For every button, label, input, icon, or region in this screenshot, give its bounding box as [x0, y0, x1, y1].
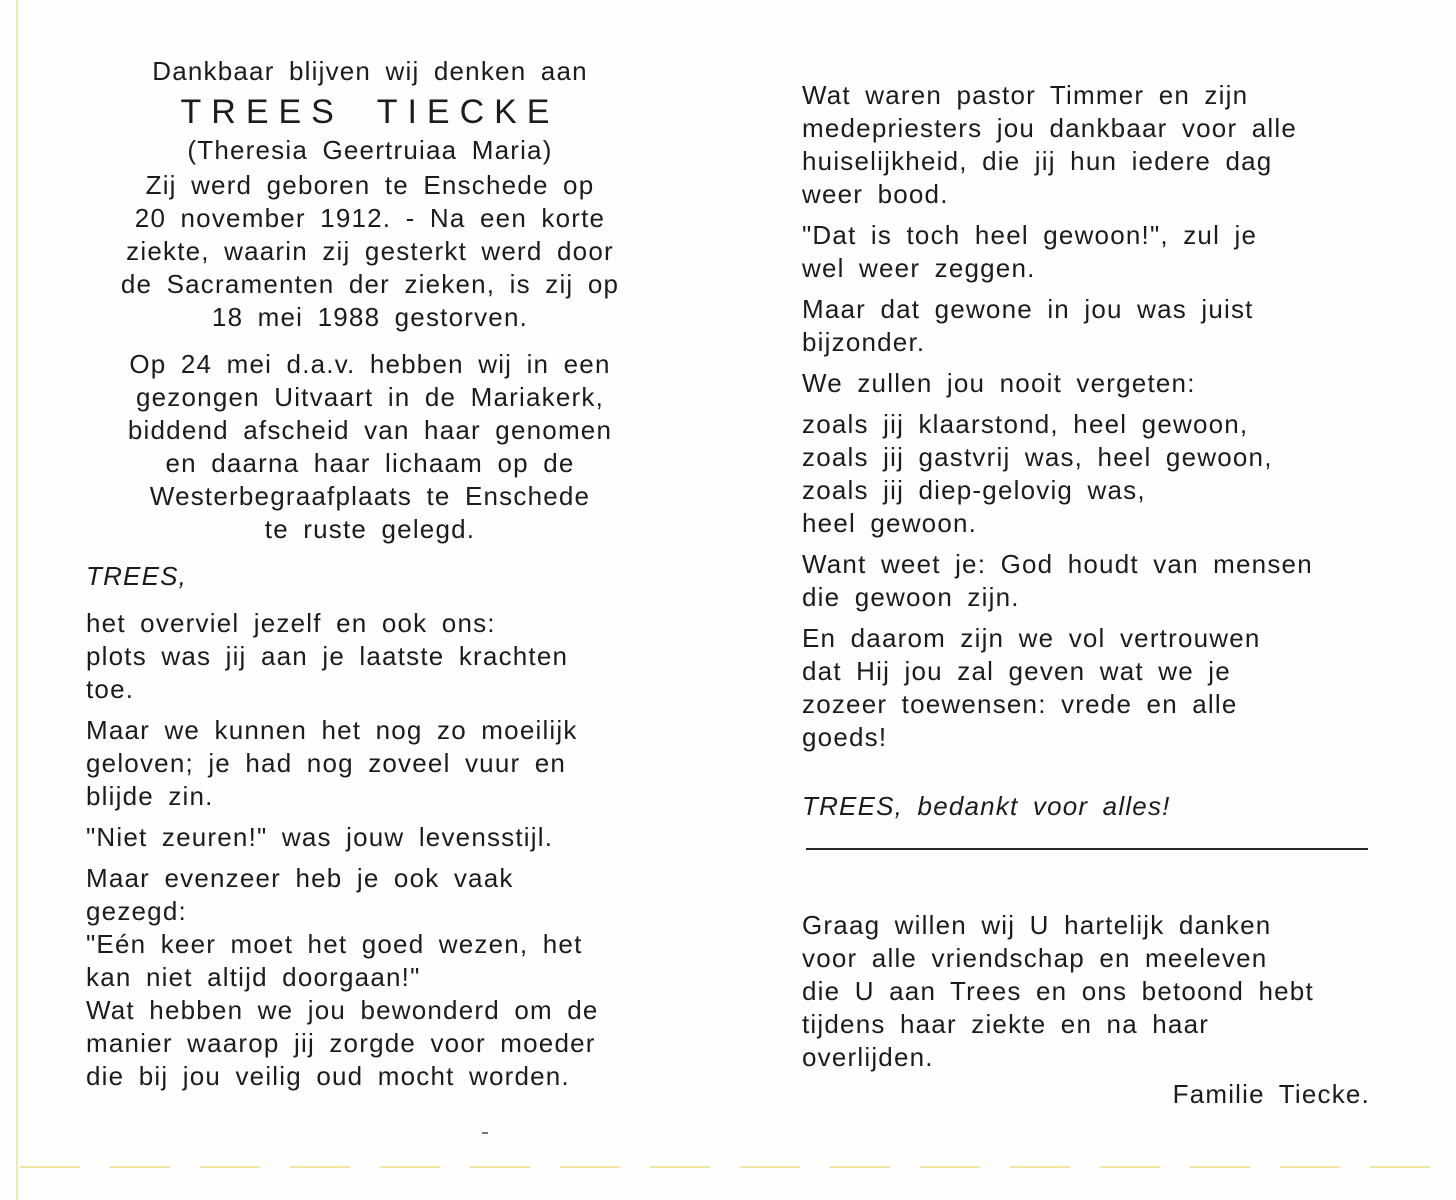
- paragraph-vertrouwen: [802, 622, 1370, 754]
- text-line: heel gewoon.: [802, 508, 978, 538]
- paragraph-overviel: [86, 607, 654, 706]
- text-line: toe.: [86, 674, 135, 704]
- bio-line: 20 november 1912. - Na een korte: [134, 203, 606, 233]
- text-line: Maar evenzeer heb je ook vaak: [86, 863, 514, 893]
- text-line: zoals jij gastvrij was, heel gewoon,: [802, 442, 1273, 472]
- text-line: We zullen jou nooit vergeten:: [802, 368, 1196, 398]
- thanks-paragraph: [802, 909, 1370, 1074]
- text-line: dat Hij jou zal geven wat we je: [802, 656, 1231, 686]
- paragraph-levensstijl: [86, 821, 654, 854]
- text-line: Wat hebben we jou bewonderd om de: [86, 995, 599, 1025]
- right-column: [802, 79, 1370, 1111]
- bio-paragraph: [86, 169, 654, 334]
- text-line: blijde zin.: [86, 781, 214, 811]
- bio-line: 18 mei 1988 gestorven.: [211, 302, 529, 332]
- print-speck: [482, 1132, 488, 1134]
- text-line: medepriesters jou dankbaar voor alle: [802, 113, 1297, 143]
- text-line: geloven; je had nog zoveel vuur en: [86, 748, 567, 778]
- text-line: zoals jij klaarstond, heel gewoon,: [802, 409, 1249, 439]
- paragraph-pastor: [802, 79, 1370, 211]
- divider-line: [806, 848, 1368, 850]
- text-line: zoals jij diep-gelovig was,: [802, 475, 1146, 505]
- bio-line: Zij werd geboren te Enschede op: [145, 170, 595, 200]
- funeral-paragraph: [86, 348, 654, 546]
- text-line: Wat waren pastor Timmer en zijn: [802, 80, 1249, 110]
- bio-line: ziekte, waarin zij gesterkt werd door: [126, 236, 614, 266]
- text-line: weer bood.: [802, 179, 949, 209]
- text-line: Want weet je: God houdt van mensen: [802, 549, 1313, 579]
- text-line: die bij jou veilig oud mocht worden.: [86, 1061, 570, 1091]
- text-line: "Niet zeuren!" was jouw levensstijl.: [86, 822, 554, 852]
- paragraph-gewoon: [802, 219, 1370, 285]
- funeral-line: gezongen Uitvaart in de Mariakerk,: [135, 382, 604, 412]
- address-trees: TREES,: [86, 561, 188, 591]
- text-line: kan niet altijd doorgaan!": [86, 962, 421, 992]
- paragraph-geloven: [86, 714, 654, 813]
- intro-line: Dankbaar blijven wij denken aan: [152, 56, 588, 86]
- text-line: wel weer zeggen.: [802, 253, 1036, 283]
- funeral-line: en daarna haar lichaam op de: [165, 448, 575, 478]
- funeral-line: te ruste gelegd.: [264, 514, 476, 544]
- paragraph-bijzonder: [802, 293, 1370, 359]
- left-column: [86, 55, 654, 1093]
- text-line: overlijden.: [802, 1042, 934, 1072]
- text-line: voor alle vriendschap en meeleven: [802, 943, 1268, 973]
- card-edge-left: [16, 0, 18, 1200]
- card-edge-bottom: [20, 1166, 1440, 1168]
- text-line: zozeer toewensen: vrede en alle: [802, 689, 1238, 719]
- text-line: Graag willen wij U hartelijk danken: [802, 910, 1272, 940]
- paragraph-zoals: [802, 408, 1370, 540]
- text-line: bijzonder.: [802, 327, 926, 357]
- signature: Familie Tiecke.: [1172, 1079, 1370, 1109]
- text-line: Maar we kunnen het nog zo moeilijk: [86, 715, 578, 745]
- text-line: manier waarop jij zorgde voor moeder: [86, 1028, 596, 1058]
- text-line: Maar dat gewone in jou was juist: [802, 294, 1254, 324]
- text-line: En daarom zijn we vol vertrouwen: [802, 623, 1261, 653]
- funeral-line: biddend afscheid van haar genomen: [127, 415, 613, 445]
- paragraph-vergeten: [802, 367, 1370, 400]
- text-line: die gewoon zijn.: [802, 582, 1020, 612]
- deceased-name: TREES TIECKE: [180, 93, 560, 131]
- closing-line: TREES, bedankt voor alles!: [802, 791, 1171, 821]
- text-line: plots was jij aan je laatste krachten: [86, 641, 569, 671]
- text-line: goeds!: [802, 722, 888, 752]
- bio-line: de Sacramenten der zieken, is zij op: [120, 269, 620, 299]
- text-line: gezegd:: [86, 896, 187, 926]
- text-line: die U aan Trees en ons betoond hebt: [802, 976, 1314, 1006]
- paragraph-god: [802, 548, 1370, 614]
- text-line: tijdens haar ziekte en na haar: [802, 1009, 1210, 1039]
- text-line: "Eén keer moet het goed wezen, het: [86, 929, 583, 959]
- full-name: (Theresia Geertruiaa Maria): [187, 135, 553, 165]
- paragraph-gezegd: [86, 862, 654, 1093]
- text-line: "Dat is toch heel gewoon!", zul je: [802, 220, 1258, 250]
- funeral-line: Westerbegraafplaats te Enschede: [149, 481, 591, 511]
- funeral-line: Op 24 mei d.a.v. hebben wij in een: [129, 349, 611, 379]
- text-line: huiselijkheid, die jij hun iedere dag: [802, 146, 1273, 176]
- text-line: het overviel jezelf en ook ons:: [86, 608, 496, 638]
